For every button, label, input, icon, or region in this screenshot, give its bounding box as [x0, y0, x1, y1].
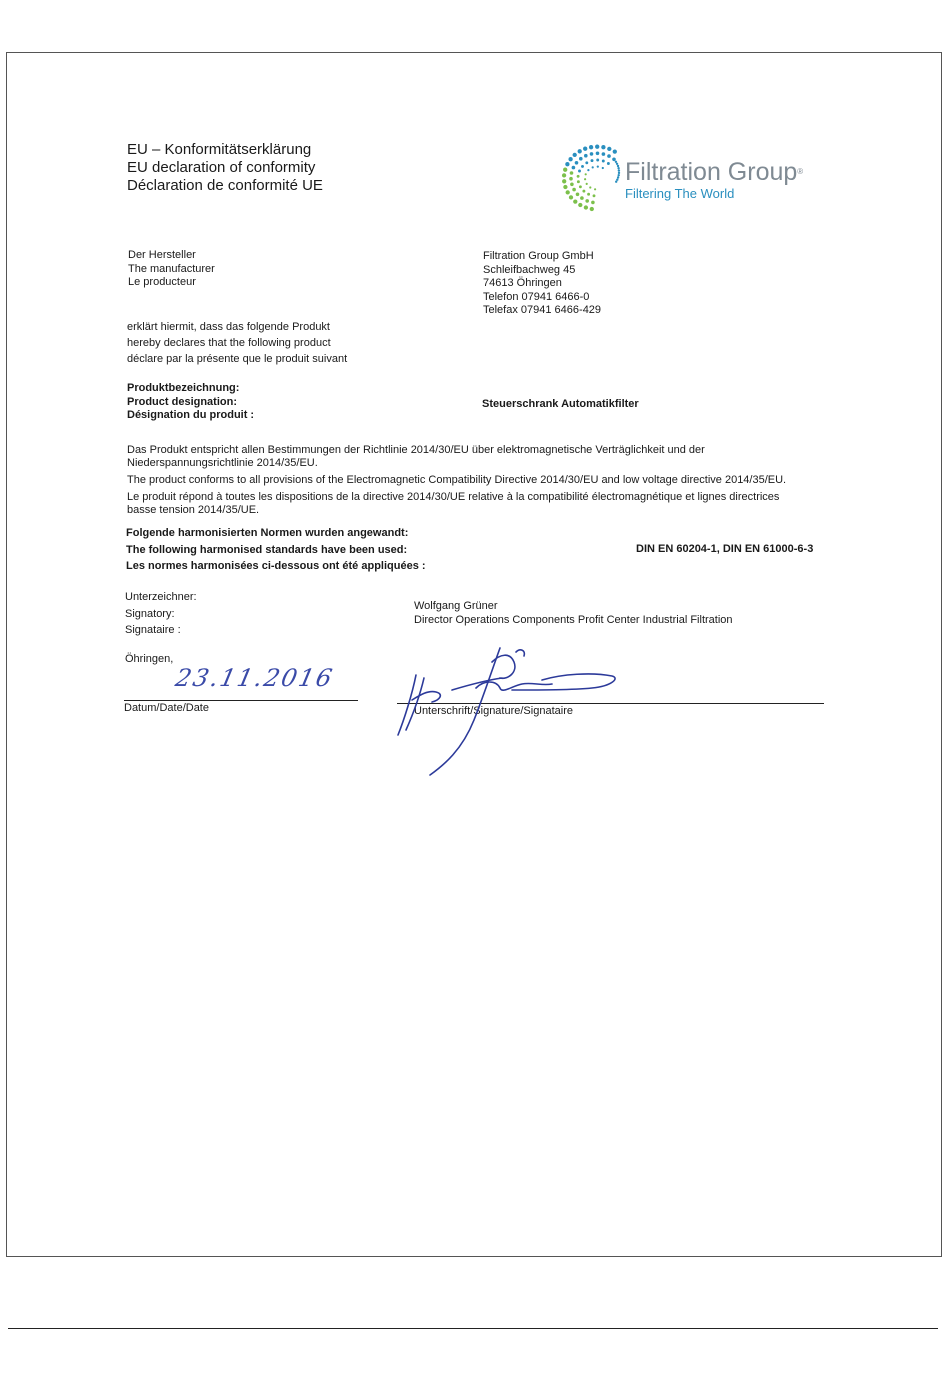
- logo-dot: [617, 167, 619, 169]
- logo-dot: [590, 207, 594, 211]
- logo-dot: [607, 154, 611, 158]
- declaration-statement: [127, 319, 347, 367]
- product-labels: [127, 382, 254, 423]
- logo-dot: [584, 154, 588, 158]
- logo-dot: [607, 147, 611, 151]
- logo-dot: [583, 147, 587, 151]
- conformity-statement: [127, 444, 786, 517]
- logo-dot: [585, 199, 589, 203]
- conformity-line: Das Produkt entspricht allen Bestimmungen der Richtlinie 2014/30/EU über elektromagnetische Verträglichkeit und der: [127, 444, 705, 456]
- logo-dot: [570, 183, 574, 187]
- logo-dot: [586, 183, 588, 185]
- signatory-label-de: Unterzeichner:: [125, 591, 197, 603]
- signatory-position: Director Operations Components Profit Center Industrial Filtration: [414, 613, 733, 626]
- standards-value: DIN EN 60204-1, DIN EN 61000-6-3: [636, 543, 814, 555]
- product-label-fr: Désignation du produit :: [127, 409, 255, 421]
- standards-label-fr: Les normes harmonisées ci-dessous ont été appliquées :: [126, 560, 426, 572]
- signatory-label-en: Signatory:: [125, 607, 175, 620]
- logo-name: Filtration Group: [625, 158, 798, 186]
- conformity-line: Le produit répond à toutes les dispositions de la directive 2014/30/UE relative à la compatibilité électromagnétique et lignes directrices: [127, 491, 780, 503]
- signatory-label-fr: Signataire :: [125, 624, 181, 636]
- declaration-line-de: erklärt hiermit, dass das folgende Produkt: [127, 321, 330, 333]
- logo-dot: [584, 205, 588, 209]
- product-label-en: Product designation:: [127, 395, 237, 408]
- logo-dot: [602, 167, 604, 169]
- product-value: Steuerschrank Automatikfilter: [482, 398, 639, 410]
- title-line-en: EU declaration of conformity: [127, 159, 316, 176]
- logo-dot: [585, 173, 587, 175]
- logo-dot: [578, 170, 581, 173]
- logo-dot: [563, 168, 567, 172]
- manufacturer-label-fr: Le producteur: [128, 276, 196, 288]
- logo-dot: [615, 181, 617, 183]
- logo-dot: [562, 179, 566, 183]
- logo-dot: [612, 158, 616, 162]
- signature-caption: Unterschrift/Signature/Signataire: [414, 705, 573, 717]
- logo-dot: [607, 162, 610, 165]
- logo-dots-icon: [553, 140, 619, 218]
- logo-dot: [595, 145, 599, 149]
- standards-label-de: Folgende harmonisierten Normen wurden angewandt:: [126, 527, 409, 539]
- logo-dot: [593, 194, 596, 197]
- logo-dot: [569, 195, 573, 199]
- logo-dot: [579, 157, 583, 161]
- logo-dot: [582, 190, 585, 193]
- logo-dot: [581, 165, 584, 168]
- logo-dot: [596, 152, 600, 156]
- signatory-details: [414, 600, 733, 627]
- logo-dot: [592, 166, 594, 168]
- logo-dot: [589, 145, 593, 149]
- address-line: Filtration Group GmbH: [483, 250, 594, 262]
- logo-tagline: Filtering The World: [625, 186, 735, 201]
- address-line: Telefon 07941 6466-0: [483, 290, 590, 303]
- declaration-line-en: hereby declares that the following product: [127, 337, 331, 349]
- handwritten-date: 23.11.2016: [173, 664, 337, 692]
- address-line: 74613 Öhringen: [483, 277, 562, 289]
- handwritten-signature: [392, 640, 632, 780]
- logo-dot: [590, 152, 594, 156]
- logo-dot: [566, 190, 570, 194]
- logo-dot: [572, 166, 576, 170]
- logo-dot: [577, 175, 580, 178]
- logo-wordmark: [625, 158, 803, 186]
- logo-dot: [591, 201, 595, 205]
- title-line-de: EU – Konformitätserklärung: [127, 141, 312, 158]
- logo-dot: [585, 161, 588, 164]
- manufacturer-label-en: The manufacturer: [128, 262, 215, 275]
- logo-dot: [618, 172, 620, 174]
- document-title: [127, 141, 323, 195]
- logo-dot: [613, 149, 617, 153]
- signatory-labels: [125, 589, 197, 639]
- logo-dot: [618, 169, 620, 171]
- logo-dot: [584, 178, 586, 180]
- logo-dot: [562, 173, 566, 177]
- conformity-line: Niederspannungsrichtlinie 2014/35/EU.: [127, 457, 318, 469]
- logo-dot: [597, 166, 599, 168]
- product-label-de: Produktbezeichnung:: [127, 382, 240, 394]
- logo-dot: [575, 161, 579, 165]
- manufacturer-label-de: Der Hersteller: [128, 249, 196, 261]
- logo-dot: [573, 199, 577, 203]
- logo-dot: [578, 149, 582, 153]
- company-logo: [553, 140, 843, 220]
- logo-dot: [563, 185, 567, 189]
- date-line: [124, 700, 358, 701]
- signing-place: Öhringen,: [125, 653, 174, 665]
- logo-registered-mark: ®: [797, 167, 804, 176]
- logo-dot: [573, 153, 577, 157]
- conformity-line: basse tension 2014/35/UE.: [127, 504, 260, 516]
- manufacturer-address: [483, 250, 601, 318]
- manufacturer-labels: [128, 249, 215, 290]
- logo-dot: [617, 176, 619, 178]
- logo-dot: [587, 193, 590, 196]
- logo-dot: [580, 196, 584, 200]
- logo-dot: [579, 185, 582, 188]
- logo-dot: [578, 203, 582, 207]
- logo-dot: [616, 163, 618, 165]
- logo-dot: [591, 159, 594, 162]
- conformity-line: The product conforms to all provisions of the Electromagnetic Compatibility Directive 2014/30/EU and low voltage directive 2014/35/EU.: [127, 474, 787, 486]
- logo-dot: [568, 157, 572, 161]
- logo-dot: [589, 186, 591, 188]
- logo-dot: [617, 165, 619, 167]
- logo-dot: [577, 180, 580, 183]
- standards-label-en: The following harmonised standards have been used:: [126, 543, 408, 556]
- logo-dot: [572, 188, 576, 192]
- logo-dot: [596, 159, 599, 162]
- logo-dot: [569, 177, 573, 181]
- logo-dot: [565, 162, 569, 166]
- declaration-line-fr: déclare par la présente que le produit suivant: [127, 353, 348, 365]
- logo-dot: [601, 145, 605, 149]
- logo-dot: [570, 171, 574, 175]
- address-line: Telefax 07941 6466-429: [483, 304, 602, 316]
- standards-labels: [126, 525, 426, 575]
- title-line-fr: Déclaration de conformité UE: [127, 177, 323, 194]
- logo-dot: [587, 169, 589, 171]
- address-line: Schleifbachweg 45: [483, 263, 576, 276]
- logo-dot: [602, 152, 606, 156]
- logo-dot: [618, 174, 620, 176]
- page-bottom-rule: [8, 1328, 938, 1329]
- logo-dot: [602, 160, 605, 163]
- signatory-name: Wolfgang Grüner: [414, 600, 498, 612]
- logo-dot: [594, 188, 596, 190]
- date-caption: Datum/Date/Date: [124, 702, 209, 714]
- logo-dot: [576, 193, 580, 197]
